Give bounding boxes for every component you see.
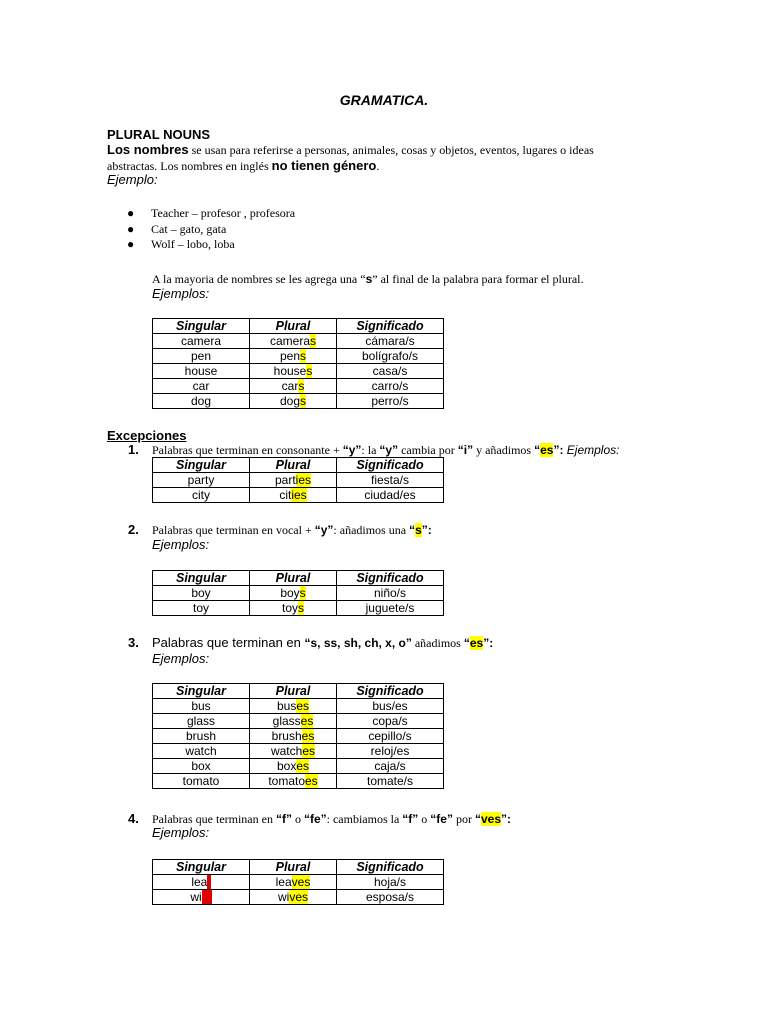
cell-singular: boy — [153, 586, 250, 601]
plural-suffix-highlight: s — [298, 379, 305, 393]
table-f-to-ves — [152, 859, 444, 905]
table-row — [153, 334, 444, 349]
intro-text-3: . — [376, 159, 380, 173]
cell-plural: brushes — [250, 729, 337, 744]
cell-significado: ciudad/es — [337, 488, 444, 503]
cell-singular: glass — [153, 714, 250, 729]
cell-plural: buses — [250, 699, 337, 714]
exception-4: 4. Palabras que terminan en “f” o “fe”: cambiamos la “f” o “fe” por “ves”: — [128, 811, 511, 826]
ejemplos-label: Ejemplos: — [152, 825, 210, 840]
page-title: GRAMATICA. — [339, 92, 429, 108]
cell-singular: tomato — [153, 774, 250, 789]
cell-singular: bus — [153, 699, 250, 714]
cell-plural: cars — [250, 379, 337, 394]
cell-significado: caja/s — [337, 759, 444, 774]
cell-plural: houses — [250, 364, 337, 379]
cell-significado: hoja/s — [337, 875, 444, 890]
cell-plural: wives — [250, 890, 337, 905]
table-header-row — [153, 319, 444, 334]
table-row — [153, 379, 444, 394]
ejemplo-label: Ejemplo: — [107, 172, 158, 187]
cell-significado: cepillo/s — [337, 729, 444, 744]
intro-bold-2: no tienen género — [271, 158, 377, 173]
plural-suffix-highlight: ies — [291, 488, 307, 502]
bullet-list — [127, 206, 295, 253]
cell-singular: car — [153, 379, 250, 394]
cell-significado: bus/es — [337, 699, 444, 714]
bullet-item: ● Cat – gato, gata — [127, 221, 227, 236]
cell-plural: watches — [250, 744, 337, 759]
plural-suffix-highlight: es — [296, 759, 310, 773]
exception-3: 3. Palabras que terminan en “s, ss, sh, ch, x, o” añadimos “es”: — [128, 635, 494, 650]
cell-singular: house — [153, 364, 250, 379]
plural-suffix-highlight: s — [306, 364, 313, 378]
cell-plural: dogs — [250, 394, 337, 409]
table-row — [153, 394, 444, 409]
plural-suffix-highlight: ves — [289, 890, 309, 904]
plural-suffix-highlight: es — [302, 744, 316, 758]
table-header-row: Singular Plural Significado — [153, 571, 444, 586]
table-y-to-ies — [152, 457, 444, 503]
cell-singular: leaf — [153, 875, 250, 890]
plural-suffix-highlight: s — [298, 601, 304, 615]
cell-plural: cameras — [250, 334, 337, 349]
plural-suffix-highlight: es — [301, 729, 315, 743]
plural-suffix-highlight: es — [305, 774, 318, 788]
cell-singular: toy — [153, 601, 250, 616]
cell-plural: glasses — [250, 714, 337, 729]
exception-1: 1. Palabras que terminan en consonante + “y”: la “y” cambia por “i” y añadimos “es”: Ejemplos: — [128, 442, 620, 457]
cell-singular: dog — [153, 394, 250, 409]
cell-singular: pen — [153, 349, 250, 364]
table-row — [153, 349, 444, 364]
table-row — [153, 364, 444, 379]
section-heading-plural-nouns: PLURAL NOUNS — [107, 127, 211, 142]
exception-2: 2. Palabras que terminan en vocal + “y”: añadimos una “s”: — [128, 522, 432, 537]
cell-plural: toys — [250, 601, 337, 616]
table-row — [153, 759, 444, 774]
cell-significado: reloj/es — [337, 744, 444, 759]
table-regular-plurals — [152, 318, 444, 409]
cell-singular: city — [153, 488, 250, 503]
table-es-endings — [152, 683, 444, 789]
intro-paragraph — [107, 142, 667, 174]
cell-significado: niño/s — [337, 586, 444, 601]
ejemplos-label: Ejemplos: — [152, 651, 210, 666]
ejemplos-label: Ejemplos: — [152, 286, 210, 301]
cell-significado: juguete/s — [337, 601, 444, 616]
header-significado: Significado — [337, 319, 444, 334]
cell-significado: copa/s — [337, 714, 444, 729]
table-row — [153, 744, 444, 759]
cell-significado: tomate/s — [337, 774, 444, 789]
rule-text: A la mayoria de nombres se les agrega una “s” al final de la palabra para formar el plural. — [152, 272, 584, 286]
table-header-row: Singular Plural Significado — [153, 860, 444, 875]
ejemplos-label: Ejemplos: — [152, 537, 210, 552]
table-vowel-y — [152, 570, 444, 616]
table-header-row: Singular Plural Significado — [153, 458, 444, 473]
table-row — [153, 714, 444, 729]
cell-significado: fiesta/s — [337, 473, 444, 488]
cell-plural: boxes — [250, 759, 337, 774]
cell-significado: casa/s — [337, 364, 444, 379]
cell-singular: wife — [153, 890, 250, 905]
bullet-item: ● Wolf – lobo, loba — [127, 237, 235, 251]
cell-plural: pens — [250, 349, 337, 364]
excepciones-heading: Excepciones — [107, 428, 187, 443]
plural-suffix-highlight: es — [300, 714, 314, 728]
cell-singular: camera — [153, 334, 250, 349]
cell-significado: bolígrafo/s — [337, 349, 444, 364]
intro-bold: Los nombres — [107, 142, 189, 157]
table-row — [153, 729, 444, 744]
table-row — [153, 586, 444, 601]
plural-suffix-highlight: s — [310, 334, 316, 348]
cell-singular: watch — [153, 744, 250, 759]
table-row — [153, 473, 444, 488]
plural-suffix-highlight: s — [300, 349, 307, 363]
cell-singular: party — [153, 473, 250, 488]
cell-singular: brush — [153, 729, 250, 744]
table-row — [153, 601, 444, 616]
table-row — [153, 699, 444, 714]
plural-suffix-highlight: ies — [295, 473, 312, 487]
table-header-row: Singular Plural Significado — [153, 684, 444, 699]
cell-plural: cities — [250, 488, 337, 503]
cell-plural: tomatoes — [250, 774, 337, 789]
intro-text-1: se usan para referirse a personas, animales, cosas y objetos, eventos, lugares o ideas — [188, 143, 594, 157]
header-singular: Singular — [153, 319, 250, 334]
table-row — [153, 890, 444, 905]
cell-plural: parties — [250, 473, 337, 488]
cell-plural: boys — [250, 586, 337, 601]
plural-suffix-highlight: ves — [291, 875, 311, 889]
cell-significado: cámara/s — [337, 334, 444, 349]
plural-suffix-highlight: s — [299, 586, 306, 600]
cell-significado: carro/s — [337, 379, 444, 394]
cell-singular: box — [153, 759, 250, 774]
cell-significado: esposa/s — [337, 890, 444, 905]
table-row — [153, 774, 444, 789]
plural-suffix-highlight: es — [296, 699, 310, 713]
plural-suffix-highlight: s — [300, 394, 307, 408]
cell-plural: leaves — [250, 875, 337, 890]
table-row — [153, 875, 444, 890]
cell-significado: perro/s — [337, 394, 444, 409]
intro-text-2: abstractas. Los nombres en inglés — [107, 159, 272, 173]
table-row — [153, 488, 444, 503]
header-plural: Plural — [250, 319, 337, 334]
bullet-item: ● Teacher – profesor , profesora — [127, 206, 296, 220]
